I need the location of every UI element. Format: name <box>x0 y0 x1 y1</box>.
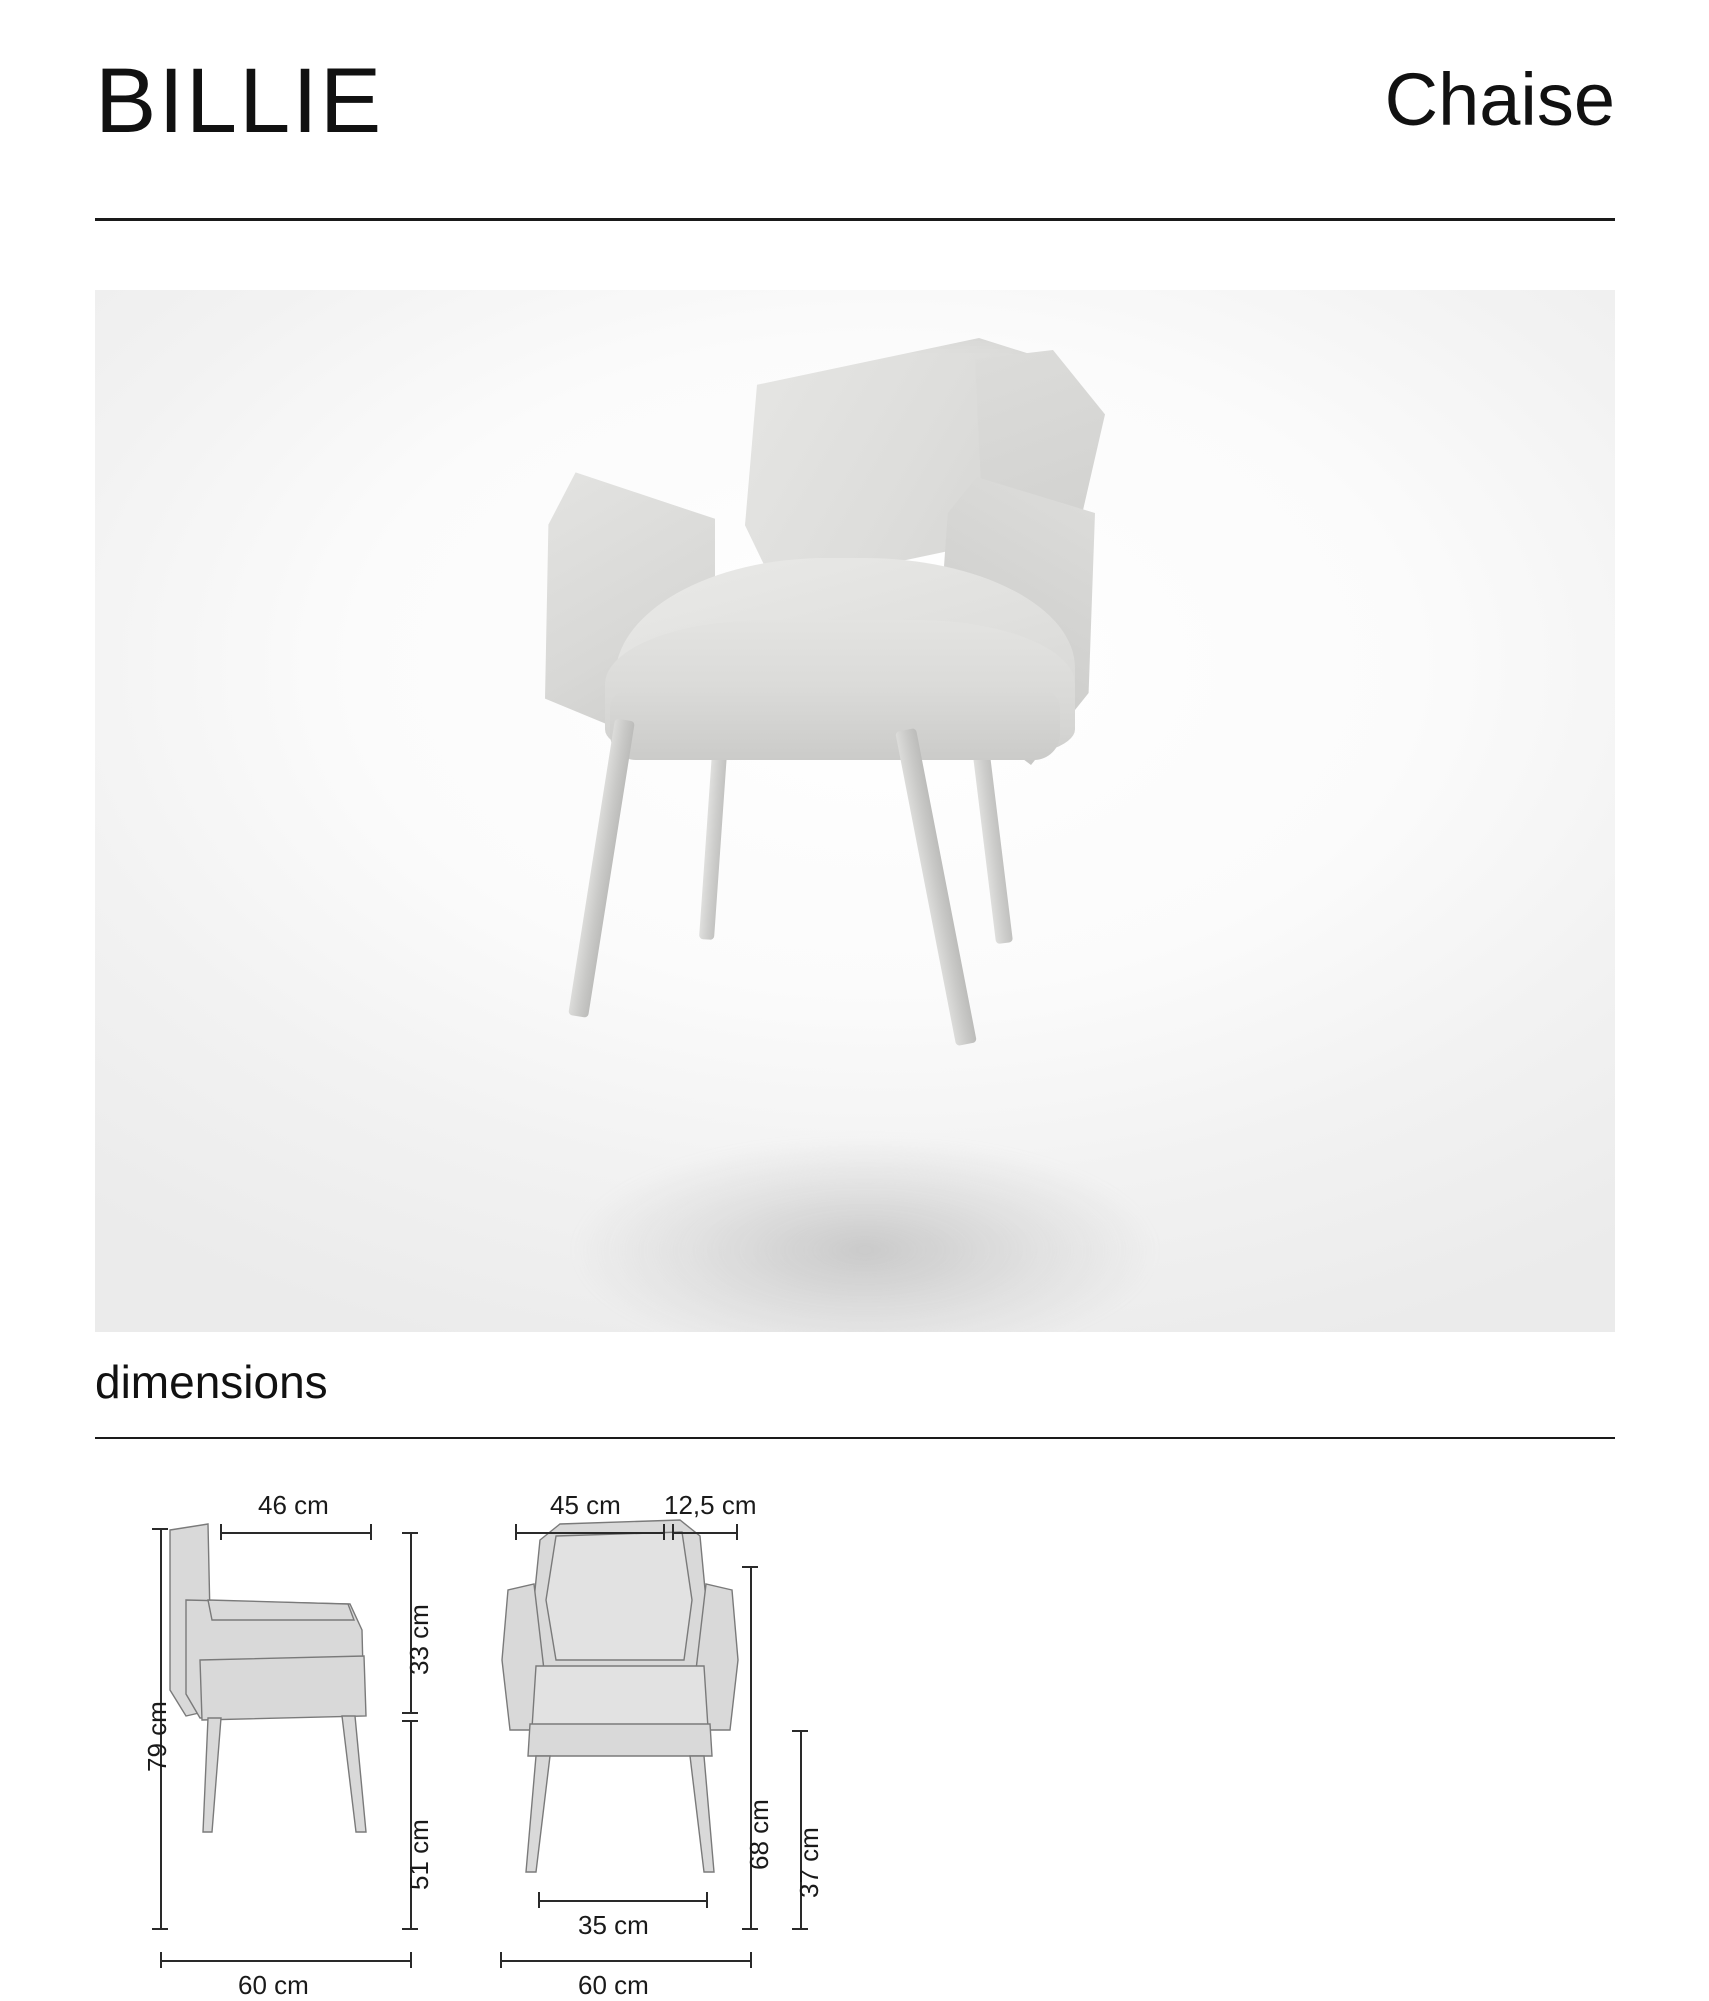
side-back-height-tick-top <box>402 1532 418 1534</box>
side-seat-height-tick-bottom <box>402 1928 418 1930</box>
front-seat-width-dim-line <box>538 1900 706 1902</box>
front-inner-width-dim-line <box>515 1532 663 1534</box>
front-inner-width-label: 45 cm <box>550 1490 621 1520</box>
side-depth-dim-line <box>160 1960 410 1962</box>
front-seat-width-tick-left <box>538 1892 540 1908</box>
armchair-illustration <box>95 290 1615 1332</box>
front-width-dim-line <box>500 1960 750 1962</box>
front-width-tick-left <box>500 1952 502 1968</box>
front-inner-width-tick-left <box>515 1524 517 1540</box>
side-depth-label: 60 cm <box>238 1970 309 2000</box>
product-category: Chaise <box>1384 58 1615 141</box>
front-back-height-tick-bottom <box>742 1928 758 1930</box>
side-seat-height-label: 51 cm <box>404 1819 434 1890</box>
dimension-drawings <box>60 1470 1660 2000</box>
front-inner-width-tick-right <box>663 1524 665 1540</box>
front-arm-width-tick-right <box>736 1524 738 1540</box>
side-height-label: 79 cm <box>142 1701 172 1772</box>
chair-leg-front-right <box>895 728 977 1046</box>
front-arm-width-label: 12,5 cm <box>664 1490 757 1520</box>
side-depth-tick-right <box>410 1952 412 1968</box>
front-arm-height-tick-bottom <box>792 1928 808 1930</box>
front-back-height-tick-top <box>742 1566 758 1568</box>
front-back-height-dim-line <box>750 1566 752 1928</box>
dimensions-heading: dimensions <box>95 1356 328 1408</box>
header-divider <box>95 218 1615 221</box>
front-back-height-label: 68 cm <box>744 1799 774 1870</box>
front-width-label: 60 cm <box>578 1970 649 2000</box>
side-width-tick-left <box>220 1524 222 1540</box>
front-arm-height-label: 37 cm <box>794 1827 824 1898</box>
side-width-dim-line <box>220 1532 370 1534</box>
dimensions-divider <box>95 1437 1615 1439</box>
side-width-label: 46 cm <box>258 1490 329 1520</box>
front-arm-height-tick-top <box>792 1730 808 1732</box>
front-seat-width-label: 35 cm <box>578 1910 649 1940</box>
side-height-tick-bottom <box>152 1928 168 1930</box>
page-title: BILLIE <box>95 50 384 152</box>
page-header <box>95 50 1615 200</box>
chair-apron <box>610 690 1060 760</box>
chair-leg-front-left <box>568 718 635 1017</box>
side-height-tick-top <box>152 1528 168 1530</box>
product-photo <box>95 290 1615 1332</box>
front-width-tick-right <box>750 1952 752 1968</box>
side-back-height-label: 33 cm <box>404 1604 434 1675</box>
side-seat-height-tick-top <box>402 1720 418 1722</box>
side-width-tick-right <box>370 1524 372 1540</box>
front-seat-width-tick-right <box>706 1892 708 1908</box>
side-depth-tick-left <box>160 1952 162 1968</box>
front-arm-width-tick-left <box>672 1524 674 1540</box>
front-view-drawing <box>500 1480 900 1950</box>
front-arm-width-dim-line <box>672 1532 736 1534</box>
side-back-height-tick-bottom <box>402 1712 418 1714</box>
